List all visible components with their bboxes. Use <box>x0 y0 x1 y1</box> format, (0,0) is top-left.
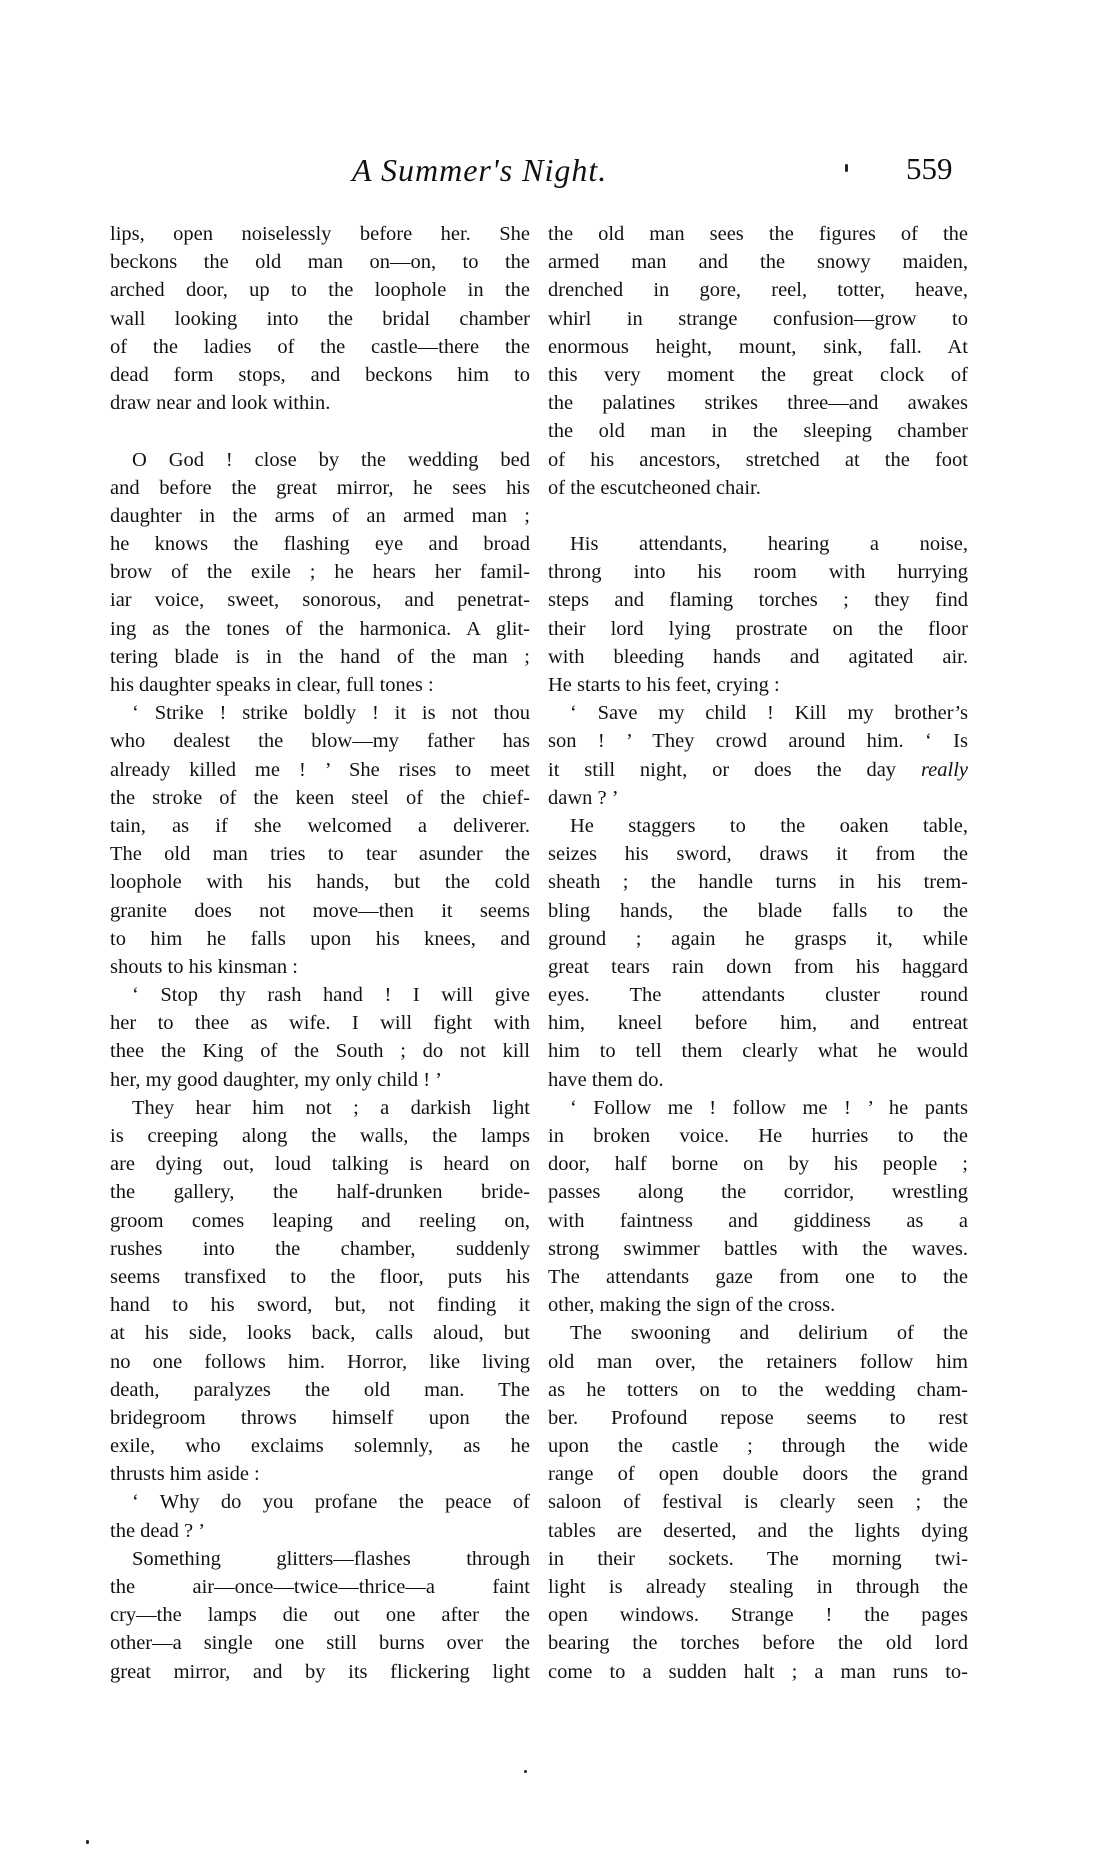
text-run: The attendants gaze from one to the <box>548 1265 968 1288</box>
text-line <box>110 586 530 614</box>
text-line <box>110 1432 530 1460</box>
italic-text: really <box>920 758 968 781</box>
text-run: his daughter speaks in clear, full tones : <box>110 674 434 696</box>
text-line <box>110 1348 530 1376</box>
text-run: with faintness and giddiness as a <box>548 1209 968 1232</box>
text-run: and before the great mirror, he sees his <box>110 476 530 499</box>
text-run: other—a single one still burns over the <box>110 1632 530 1655</box>
text-line <box>110 474 530 502</box>
text-line <box>548 474 968 502</box>
text-line <box>548 1488 968 1516</box>
text-run: ‘ Save my child ! Kill my brother’s <box>570 702 968 725</box>
text-line <box>548 1037 968 1065</box>
text-run: their lord lying prostrate on the floor <box>548 617 968 640</box>
text-line <box>110 953 530 981</box>
text-line <box>548 1629 968 1657</box>
text-line <box>110 1601 530 1629</box>
text-run: seems transfixed to the floor, puts his <box>110 1265 530 1288</box>
text-line <box>110 1122 530 1150</box>
text-line <box>548 333 968 361</box>
text-line <box>110 1658 530 1686</box>
text-line <box>548 1094 968 1122</box>
text-run: ‘ Why do you profane the peace of <box>132 1491 530 1514</box>
text-line <box>548 1376 968 1404</box>
text-run: the stroke of the keen steel of the chief- <box>110 786 530 809</box>
text-line <box>548 897 968 925</box>
text-line <box>110 812 530 840</box>
text-run: The old man tries to tear asunder the <box>110 843 530 866</box>
text-run: arched door, up to the loophole in the <box>110 279 530 302</box>
text-run: brow of the exile ; he hears her famil- <box>110 561 530 584</box>
text-run: bling hands, the blade falls to the <box>548 899 968 922</box>
text-line <box>110 333 530 361</box>
text-line <box>548 1150 968 1178</box>
text-run: light is already stealing in through the <box>548 1576 968 1598</box>
text-run: hand to his sword, but, not finding it <box>110 1294 530 1317</box>
text-run: as he totters on to the wedding cham- <box>548 1378 968 1401</box>
text-line <box>548 361 968 389</box>
text-line <box>110 1009 530 1037</box>
text-run: shouts to his kinsman : <box>110 955 298 978</box>
scan-speck <box>524 1770 527 1773</box>
text-line <box>110 1178 530 1206</box>
text-line <box>110 530 530 558</box>
text-run: him, kneel before him, and entreat <box>548 1012 968 1035</box>
text-run: the air—once—twice—thrice—a faint <box>110 1576 530 1598</box>
text-run: daughter in the arms of an armed man ; <box>110 504 530 527</box>
text-run: saloon of festival is clearly seen ; the <box>548 1491 968 1514</box>
text-line <box>110 1066 530 1094</box>
text-run: the gallery, the half-drunken bride- <box>110 1181 530 1204</box>
text-line <box>110 361 530 389</box>
text-run: His attendants, hearing a noise, <box>570 533 968 556</box>
text-line <box>110 1207 530 1235</box>
text-run: with bleeding hands and agitated air. <box>548 645 968 668</box>
text-line <box>110 1037 530 1065</box>
text-run: sheath ; the handle turns in his trem- <box>548 871 968 894</box>
text-run: ‘ Follow me ! follow me ! ’ he pants <box>570 1096 968 1119</box>
text-run: ground ; again he grasps it, while <box>548 927 968 950</box>
left-column <box>110 220 530 1686</box>
text-line <box>548 981 968 1009</box>
text-line <box>548 699 968 727</box>
scan-speck <box>845 164 848 172</box>
text-run: passes along the corridor, wrestling <box>548 1181 968 1204</box>
text-run: bridegroom throws himself upon the <box>110 1406 530 1429</box>
text-line <box>548 586 968 614</box>
text-line <box>110 1517 530 1545</box>
text-line <box>548 1122 968 1150</box>
text-line <box>548 1319 968 1347</box>
text-run: iar voice, sweet, sonorous, and penetrat- <box>110 589 530 612</box>
text-line <box>110 784 530 812</box>
text-run: him to tell them clearly what he would <box>548 1040 968 1063</box>
text-run: wall looking into the bridal chamber <box>110 307 530 330</box>
text-run: tering blade is in the hand of the man ; <box>110 645 530 668</box>
text-line <box>110 502 530 530</box>
text-line <box>110 1291 530 1319</box>
text-run: of the escutcheoned chair. <box>548 476 761 499</box>
text-run: cry—the lamps die out one after the <box>110 1604 530 1627</box>
text-run: thrusts him aside : <box>110 1463 260 1486</box>
text-line <box>110 868 530 896</box>
text-line <box>110 1545 530 1573</box>
text-line <box>110 220 530 248</box>
text-line <box>548 1404 968 1432</box>
text-line <box>548 1658 968 1686</box>
text-run: ‘ Stop thy rash hand ! I will give <box>132 984 530 1007</box>
text-line <box>548 784 968 812</box>
text-run: of the ladies of the castle—there the <box>110 335 530 358</box>
text-run: ing as the tones of the harmonica. A glit- <box>110 617 530 640</box>
text-run: strong swimmer battles with the waves. <box>548 1237 968 1260</box>
text-line <box>548 389 968 417</box>
text-run: have them do. <box>548 1068 664 1091</box>
text-run: They hear him not ; a darkish light <box>132 1096 530 1119</box>
text-run: come to a sudden halt ; a man runs to- <box>548 1660 968 1683</box>
text-line <box>548 1178 968 1206</box>
text-line <box>548 1545 968 1573</box>
text-line <box>548 1207 968 1235</box>
text-line <box>110 1376 530 1404</box>
text-run: at his side, looks back, calls aloud, but <box>110 1322 530 1345</box>
text-line <box>548 812 968 840</box>
text-run: open windows. Strange ! the pages <box>548 1604 968 1627</box>
text-run: seizes his sword, draws it from the <box>548 843 968 866</box>
text-run: are dying out, loud talking is heard on <box>110 1153 530 1176</box>
text-run: who dealest the blow—my father has <box>110 730 530 753</box>
text-line <box>110 671 530 699</box>
text-line <box>548 1291 968 1319</box>
text-line <box>548 1348 968 1376</box>
text-run: he knows the flashing eye and broad <box>110 533 530 556</box>
text-line <box>110 1094 530 1122</box>
text-line <box>110 981 530 1009</box>
running-title: A Summer's Night. <box>352 152 608 188</box>
text-run: old man over, the retainers follow him <box>548 1350 968 1373</box>
right-column <box>548 220 968 1686</box>
text-line <box>110 389 530 417</box>
text-run: enormous height, mount, sink, fall. At <box>548 335 968 358</box>
text-line <box>110 1573 530 1601</box>
text-run: tain, as if she welcomed a deliverer. <box>110 814 530 837</box>
text-run: exile, who exclaims solemnly, as he <box>110 1435 530 1458</box>
text-line <box>110 1629 530 1657</box>
text-run: He staggers to the oaken table, <box>570 814 968 837</box>
scan-speck <box>86 1840 89 1844</box>
text-run: The swooning and delirium of the <box>570 1322 968 1345</box>
text-run: rushes into the chamber, suddenly <box>110 1237 530 1260</box>
text-line <box>548 756 968 784</box>
text-line <box>110 558 530 586</box>
text-run: her to thee as wife. I will fight with <box>110 1012 530 1035</box>
text-run: upon the castle ; through the wide <box>548 1435 968 1458</box>
text-run: the old man in the sleeping chamber <box>548 420 968 443</box>
text-line <box>110 699 530 727</box>
text-run: steps and flaming torches ; they find <box>548 589 968 612</box>
text-line <box>548 1601 968 1629</box>
text-line <box>548 530 968 558</box>
text-run: great mirror, and by its flickering light <box>110 1660 530 1683</box>
text-run: drenched in gore, reel, totter, heave, <box>548 279 968 302</box>
text-line <box>548 1066 968 1094</box>
text-run: in broken voice. He hurries to the <box>548 1125 968 1147</box>
text-run: son ! ’ They crowd around him. ‘ Is <box>548 730 968 753</box>
text-run: lips, open noiselessly before her. She <box>110 223 530 245</box>
text-run: of his ancestors, stretched at the foot <box>548 448 968 471</box>
text-run: the old man sees the figures of the <box>548 223 968 245</box>
text-run: range of open double doors the grand <box>548 1463 968 1486</box>
text-run: no one follows him. Horror, like living <box>110 1350 530 1373</box>
text-run: draw near and look within. <box>110 392 331 415</box>
text-run: the dead ? ’ <box>110 1519 206 1542</box>
text-line <box>548 868 968 896</box>
text-line <box>548 953 968 981</box>
text-line <box>548 727 968 755</box>
text-run: ‘ Strike ! strike boldly ! it is not thou <box>132 702 530 725</box>
text-line <box>548 248 968 276</box>
text-run: thee the King of the South ; do not kill <box>110 1040 530 1063</box>
text-run: great tears rain down from his haggard <box>548 955 968 978</box>
text-line <box>548 925 968 953</box>
text-line <box>110 1319 530 1347</box>
text-run: beckons the old man on—on, to the <box>110 251 530 274</box>
text-run: already killed me ! ’ She rises to meet <box>110 758 530 781</box>
text-run: the palatines strikes three—and awakes <box>548 392 968 415</box>
text-line <box>110 727 530 755</box>
text-line <box>110 1404 530 1432</box>
text-line <box>110 1235 530 1263</box>
text-run: to him he falls upon his knees, and <box>110 927 530 950</box>
text-run: tables are deserted, and the lights dying <box>548 1519 968 1542</box>
text-line <box>548 305 968 333</box>
text-line <box>548 1517 968 1545</box>
text-line <box>110 248 530 276</box>
text-line <box>110 643 530 671</box>
text-line <box>110 1488 530 1516</box>
text-line <box>548 1460 968 1488</box>
text-run: dawn ? ’ <box>548 786 619 809</box>
text-run: bearing the torches before the old lord <box>548 1632 968 1655</box>
text-line <box>548 558 968 586</box>
text-run: Something glitters—flashes through <box>132 1547 530 1570</box>
text-run: her, my good daughter, my only child ! ’ <box>110 1068 442 1091</box>
text-run: throng into his room with hurrying <box>548 561 968 584</box>
text-line <box>110 446 530 474</box>
text-run: He starts to his feet, crying : <box>548 674 780 696</box>
text-run: door, half borne on by his people ; <box>548 1153 968 1176</box>
text-line <box>110 305 530 333</box>
text-line <box>548 615 968 643</box>
text-run: whirl in strange confusion—grow to <box>548 307 968 330</box>
text-line <box>110 756 530 784</box>
text-line <box>110 925 530 953</box>
text-run: death, paralyzes the old man. The <box>110 1378 530 1401</box>
text-line <box>548 1432 968 1460</box>
text-line <box>110 276 530 304</box>
text-line <box>548 1263 968 1291</box>
text-run: dead form stops, and beckons him to <box>110 363 530 386</box>
text-line <box>548 671 968 699</box>
text-line <box>548 220 968 248</box>
text-run: groom comes leaping and reeling on, <box>110 1209 530 1232</box>
text-line <box>110 1460 530 1488</box>
text-run: in their sockets. The morning twi- <box>548 1547 968 1570</box>
text-run: armed man and the snowy maiden, <box>548 251 968 274</box>
text-run: ber. Profound repose seems to rest <box>548 1406 968 1429</box>
text-run: is creeping along the walls, the lamps <box>110 1125 530 1147</box>
text-line <box>548 1573 968 1601</box>
text-line <box>110 897 530 925</box>
text-line <box>548 840 968 868</box>
text-run: granite does not move—then it seems <box>110 899 530 922</box>
text-line <box>548 1235 968 1263</box>
text-line <box>548 417 968 445</box>
text-line <box>548 643 968 671</box>
text-line <box>110 1150 530 1178</box>
text-run: O God ! close by the wedding bed <box>132 448 530 471</box>
text-run: this very moment the great clock of <box>548 363 968 386</box>
text-line <box>110 840 530 868</box>
text-line <box>548 1009 968 1037</box>
text-line <box>548 276 968 304</box>
text-line <box>110 1263 530 1291</box>
text-line <box>548 446 968 474</box>
text-run: loophole with his hands, but the cold <box>110 871 530 894</box>
text-run: it still night, or does the day <box>548 758 921 781</box>
page-number: 559 <box>906 151 953 186</box>
text-line <box>110 615 530 643</box>
text-run: other, making the sign of the cross. <box>548 1294 836 1317</box>
text-run: eyes. The attendants cluster round <box>548 984 968 1007</box>
